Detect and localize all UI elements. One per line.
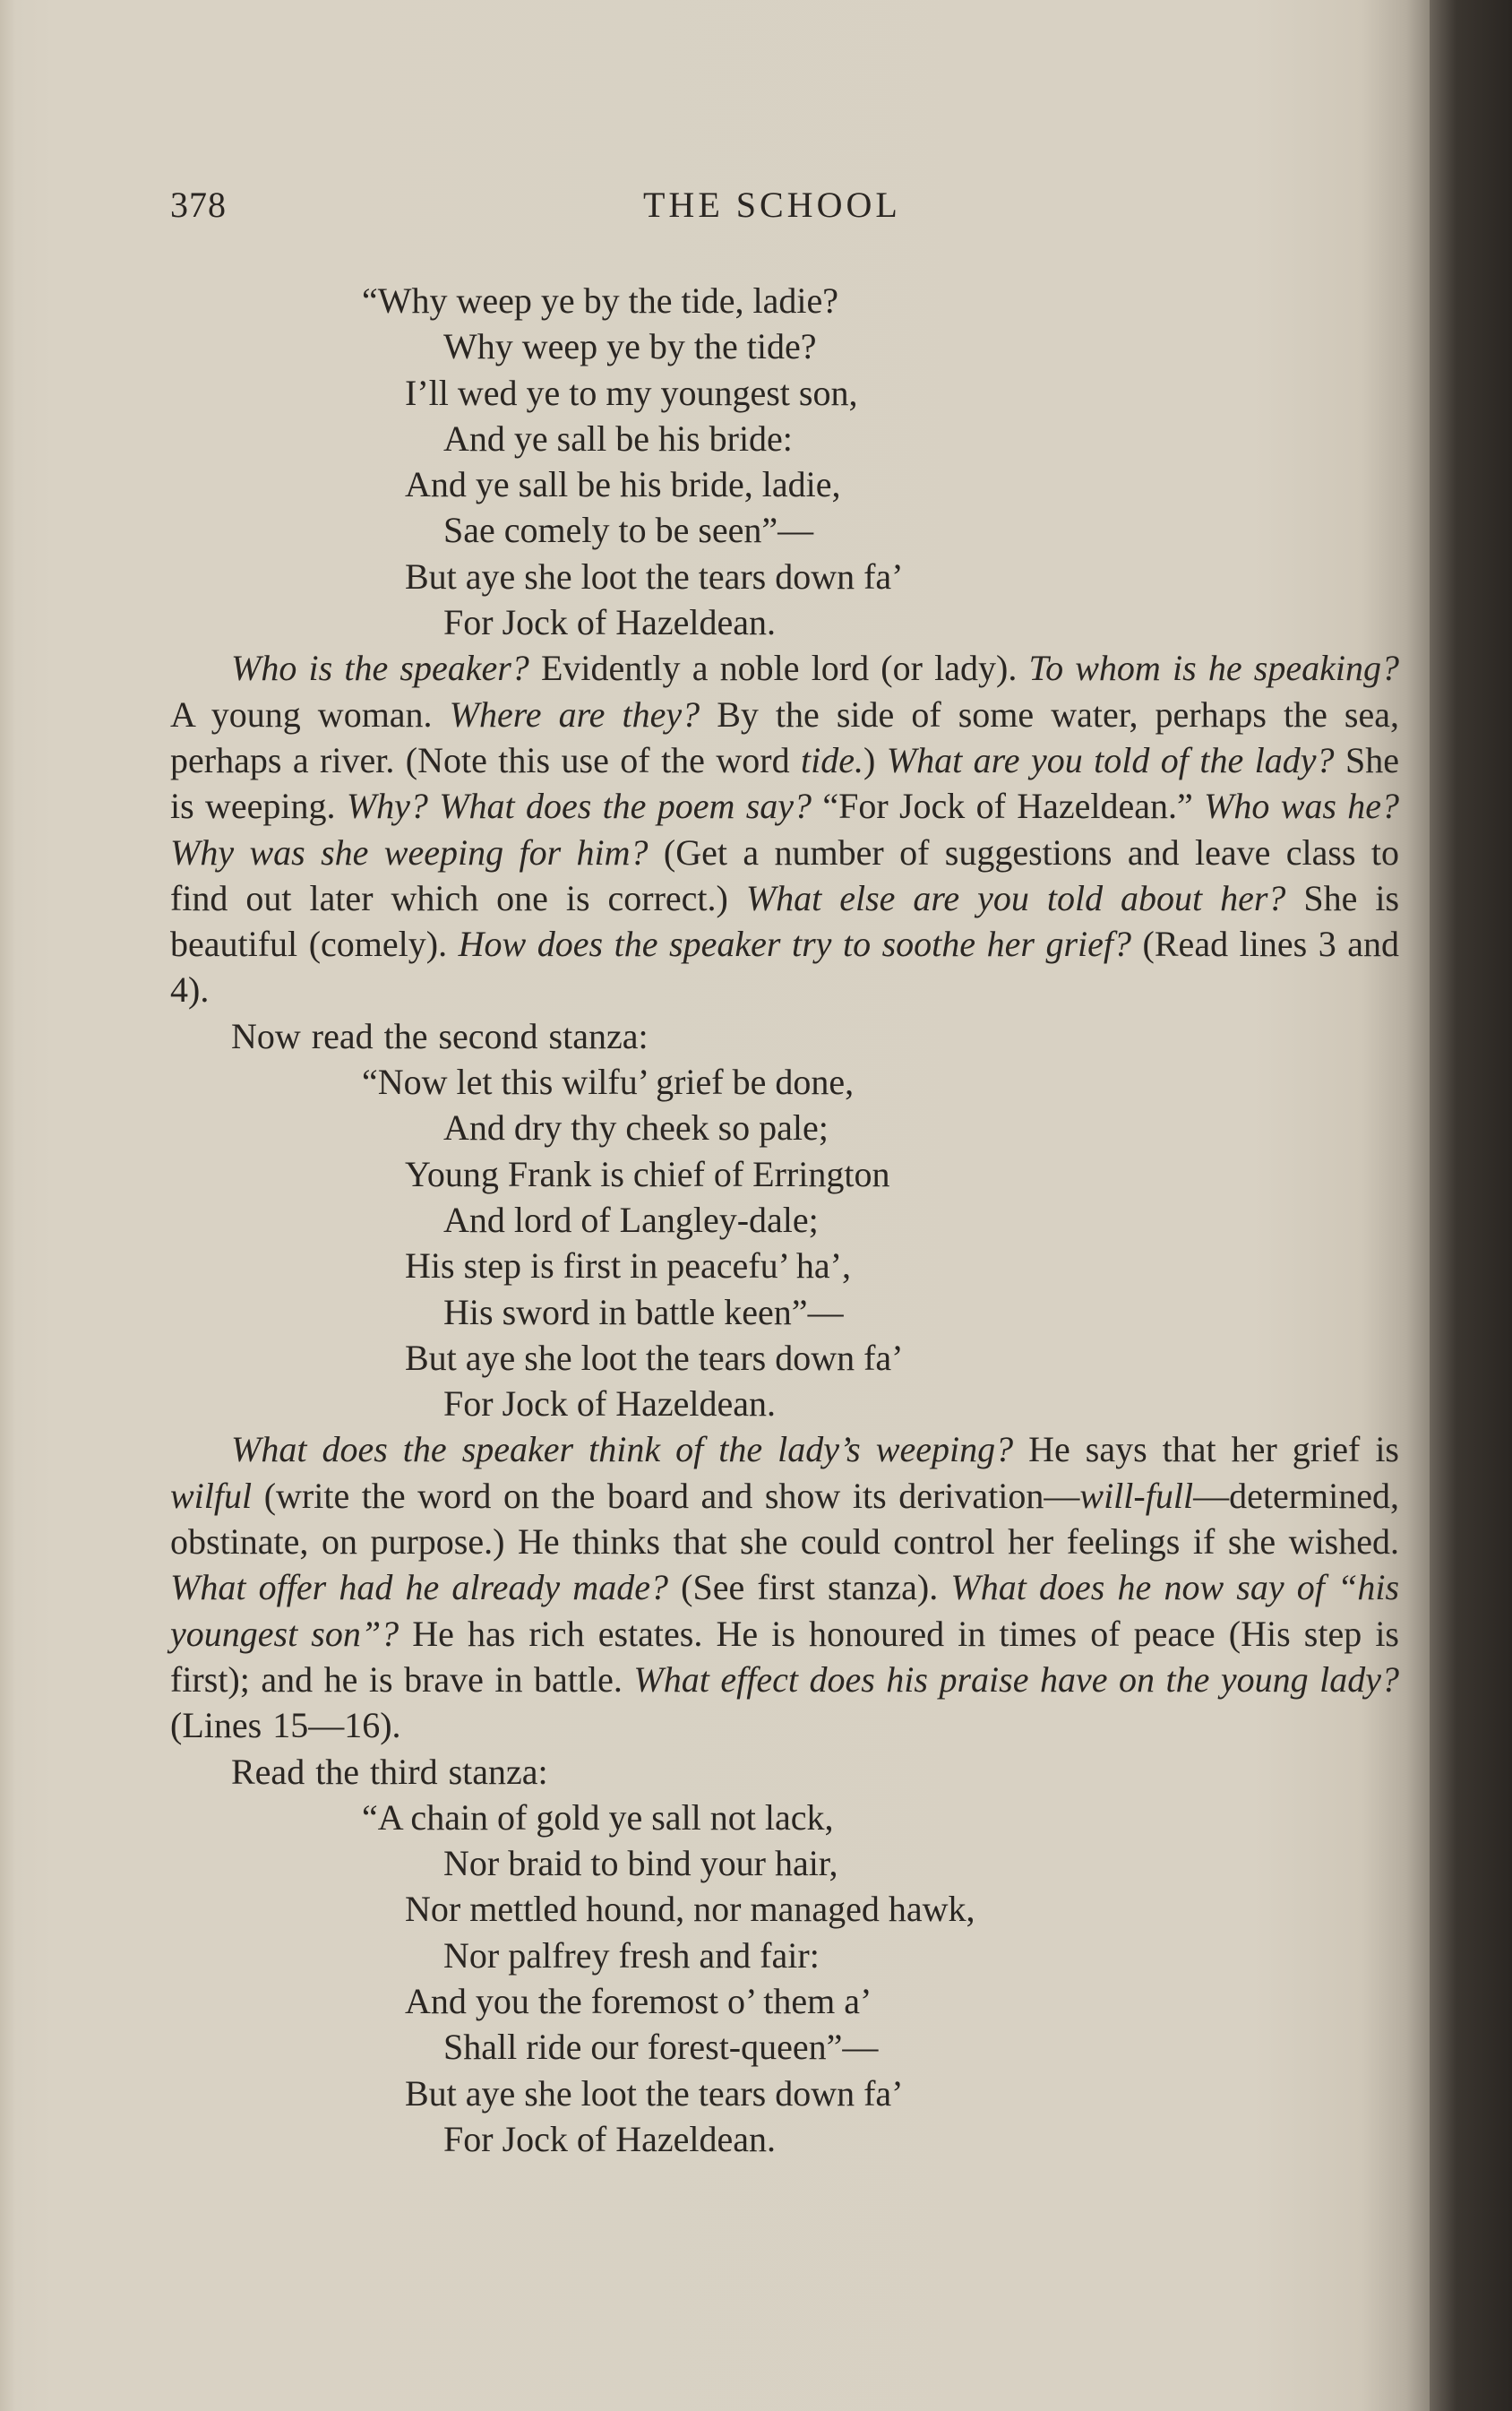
verse-line: Why weep ye by the tide? [443, 326, 817, 367]
italic-question: Where are they? [449, 693, 700, 735]
answer-text: —determined, obstinate, on purpose.) He thinks that she could control her feelings if she wished. [170, 1475, 1399, 1563]
book-spine-shadow [1430, 0, 1512, 2411]
italic-question: What offer had he already made? [170, 1567, 668, 1608]
verse-line: Young Frank is chief of Errington [405, 1153, 890, 1194]
answer-text: She is weeping. [170, 739, 1399, 827]
answer-text: (Get a number of suggestions and leave class to find out later which one is correct.) [170, 831, 1400, 918]
italic-question: Who was he? Why was she weeping for him? [170, 786, 1400, 873]
answer-text: “For Jock of Hazeldean.” [812, 786, 1205, 827]
verse-line: His step is first in peacefu’ ha’, [405, 1245, 851, 1287]
stanza-2-intro: Now read the second stanza: [231, 1015, 649, 1056]
verse-line: For Jock of Hazeldean. [443, 2118, 776, 2159]
verse-line: Sae comely to be seen”— [443, 510, 814, 551]
verse-line: But aye she loot the tears down fa’ [405, 555, 904, 597]
verse-line: And ye sall be his bride, ladie, [405, 464, 841, 505]
verse-line: “Now let this wilfu’ grief be done, [362, 1062, 855, 1103]
page-header [170, 184, 1406, 237]
verse-line: Nor mettled hound, nor managed hawk, [405, 1889, 975, 1930]
verse-line: And ye sall be his bride: [443, 418, 793, 459]
italic-question: Who is the speaker? [231, 648, 529, 689]
answer-text: By the side of some water, perhaps the sea, perhaps a river. (Note this use of the word [170, 693, 1399, 780]
verse-line: His sword in battle keen”— [443, 1291, 844, 1332]
stanza-3-intro: Read the third stanza: [231, 1751, 548, 1792]
answer-text: (See first stanza). [667, 1567, 951, 1608]
italic-question: tide. [801, 739, 864, 780]
running-head: THE SCHOOL [643, 185, 901, 225]
verse-line: And dry thy cheek so pale; [443, 1107, 829, 1149]
commentary-paragraph-1 [170, 645, 1399, 1012]
commentary-paragraph-2 [170, 1426, 1399, 1748]
answer-text: She is beautiful (comely). [170, 877, 1400, 965]
verse-line: For Jock of Hazeldean. [443, 602, 776, 643]
italic-question: To whom is he speaking? [1028, 648, 1399, 689]
italic-question: What does the speaker think of the lady’s weeping? [231, 1429, 1014, 1470]
answer-text: He has rich estates. He is honoured in times of peace (His step is first); and he is brave in battle. [170, 1613, 1400, 1700]
answer-text: Evidently a noble lord (or lady). [528, 648, 1029, 689]
stanza-1 [170, 278, 1399, 645]
verse-line: “Why weep ye by the tide, ladie? [362, 280, 838, 321]
verse-line: Nor palfrey fresh and fair: [443, 1934, 820, 1976]
italic-question: How does the speaker try to soothe her grief? [458, 924, 1132, 965]
page-number: 378 [170, 185, 227, 225]
answer-text: ) [863, 739, 887, 780]
verse-line: And lord of Langley-dale; [443, 1199, 819, 1240]
answer-text: He says that her grief is [1013, 1429, 1399, 1470]
verse-line: And you the foremost o’ them a’ [405, 1980, 872, 2021]
verse-line: But aye she loot the tears down fa’ [405, 1337, 904, 1378]
verse-line: Nor braid to bind your hair, [443, 1843, 838, 1884]
page-body [170, 278, 1399, 2162]
italic-question: wilful [170, 1475, 253, 1516]
answer-text: A young woman. [170, 693, 450, 735]
stanza-3 [170, 1795, 1399, 2162]
italic-question: will-full [1079, 1475, 1194, 1516]
answer-text: (Lines 15—16). [170, 1705, 401, 1746]
verse-line: For Jock of Hazeldean. [443, 1383, 776, 1425]
answer-text: (Read lines 3 and 4). [170, 924, 1400, 1011]
italic-question: What else are you told about her? [745, 877, 1286, 918]
verse-line: But aye she loot the tears down fa’ [405, 2072, 904, 2114]
verse-line: “A chain of gold ye sall not lack, [362, 1796, 834, 1838]
italic-question: What effect does his praise have on the young lady? [633, 1658, 1400, 1700]
verse-line: Shall ride our forest-queen”— [443, 2027, 879, 2068]
answer-text: (write the word on the board and show its derivation— [252, 1475, 1080, 1516]
italic-question: What does he now say of “his youngest son”? [170, 1567, 1400, 1654]
italic-question: What are you told of the lady? [886, 739, 1335, 780]
italic-question: Why? What does the poem say? [346, 786, 812, 827]
verse-line: I’ll wed ye to my youngest son, [405, 372, 858, 413]
stanza-2 [170, 1059, 1399, 1426]
